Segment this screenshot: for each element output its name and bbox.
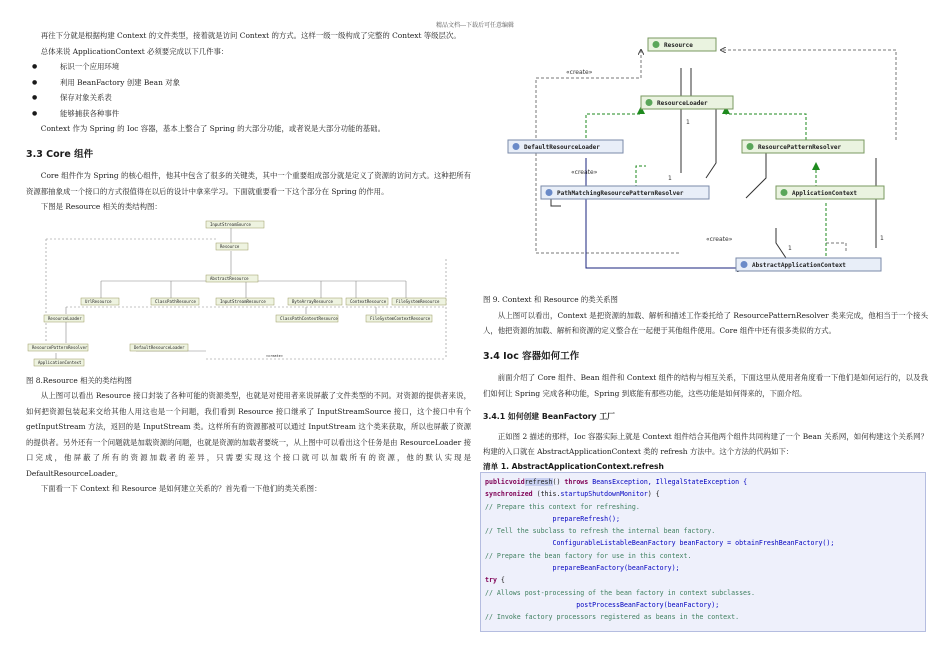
section-heading: 3.4 Ioc 容器如何工作 — [483, 350, 580, 362]
context-resource-class-diagram — [496, 28, 918, 283]
diagram-class-label: ResourceLoader — [48, 315, 82, 321]
code-listing: publicvoidrefresh() throws BeansException, IllegalStateException { synchronized (this.startupShutdownMonitor) { // Prepare this context for refreshing. prepareRefresh(); // Tell the subclass to refresh the internal bean factory. ConfigurableListableBeanFactory beanFactory = obtainFreshBeanFactory(); // Prepare the bean factory for use in this context. prepareBeanFactory(beanFactory); try { // Allows post-processing of the bean factory in context subclasses. postProcessBeanFactory(beanFactory); // Invoke factory processors registered as beans in the context. — [480, 472, 926, 632]
multiplicity-label: 1 — [880, 235, 884, 242]
diagram-class-label: ApplicationContext — [792, 190, 858, 197]
diagram-class-label: FileSystemContextResource — [370, 315, 431, 321]
diagram-class-label: ClassPathContextResource — [280, 315, 338, 321]
bullet-item: ● 能够捕获各种事件 — [26, 106, 471, 122]
listing-title: 清单 1. AbstractApplicationContext.refresh — [483, 462, 664, 471]
diagram-class-label: PathMatchingResourcePatternResolver — [557, 190, 684, 197]
resource-class-diagram — [26, 219, 456, 367]
diagram-class-label: InputStreamResource — [220, 298, 266, 304]
paragraph: 前面介绍了 Core 组件、Bean 组件和 Context 组件的结构与相互关系，下面这里从使用者角度看一下他们是如何运行的，以及我们如何让 Spring 完成各种功能，Spring 到底能有那些功能，这些功能是如何得来的，下面介绍。 — [483, 373, 928, 398]
diagram-class-label: DefaultResourceLoader — [134, 344, 185, 350]
left-column — [26, 28, 471, 497]
figure-caption: 图 9. Context 和 Resource 的类关系图 — [483, 295, 618, 304]
diagram-class-label: ResourcePatternResolver — [32, 344, 88, 350]
subsection-heading: 3.4.1 如何创建 BeanFactory 工厂 — [483, 412, 615, 421]
bullet-item: ● 标识一个应用环境 — [26, 59, 471, 75]
bullet-item: ● 保存对象关系表 — [26, 90, 471, 106]
paragraph: Core 组件作为 Spring 的核心组件，他其中包含了很多的关键类，其中一个重要组成部分就是定义了资源的访问方式。这种把所有资源都抽象成一个接口的方式很值得在以后的设计中拿来学习。下面就重要看一下这个部分在 Spring 的作用。 — [26, 171, 471, 196]
diagram-class-label: FileSystemResource — [396, 298, 440, 304]
diagram-class-label: AbstractResource — [210, 275, 249, 281]
paragraph: 从上图可以看出，Context 是把资源的加载、解析和描述工作委托给了 ResourcePatternResolver 类来完成，他相当于一个接头人，他把资源的加载、解析和资源的定义整合在一起便于其他组件使用。Core 组件中还有很多类似的方式。 — [483, 310, 928, 335]
diagram-class-label: ContextResource — [350, 298, 387, 304]
page-header: 精品文档---下载后可任意编辑 — [435, 22, 515, 29]
multiplicity-label: 1 — [788, 245, 792, 252]
diagram-class-label: ClassPathResource — [155, 298, 196, 304]
paragraph: 下面看一下 Context 和 Resource 是如何建立关系的？首先看一下他们的类关系图： — [40, 484, 322, 493]
section-heading: 3.3 Core 组件 — [26, 148, 94, 160]
diagram-class-label: ResourcePatternResolver — [758, 144, 842, 151]
diagram-class-label: ResourceLoader — [657, 100, 708, 107]
multiplicity-label: 1 — [686, 119, 690, 126]
diagram-class-label: Resource — [220, 243, 240, 249]
diagram-class-label: UrlResource — [85, 298, 112, 304]
paragraph: 下图是 Resource 相关的类结构图： — [40, 202, 162, 211]
diagram-class-label: InputStreamSource — [210, 221, 251, 227]
diagram-class-label: ByteArrayResource — [292, 298, 333, 304]
create-label: «create» — [566, 69, 593, 76]
paragraph: Context 作为 Spring 的 Ioc 容器，基本上整合了 Spring 的大部分功能，或者说是大部分功能的基础。 — [40, 124, 385, 133]
figure-caption: 图 8.Resource 相关的类结构图 — [26, 375, 132, 385]
bullet-item: ● 利用 BeanFactory 创建 Bean 对象 — [26, 75, 471, 91]
diagram-class-label: AbstractApplicationContext — [752, 262, 846, 269]
create-label: «create» — [266, 353, 283, 358]
create-label: «create» — [571, 169, 598, 176]
paragraph: 正如图 2 描述的那样，Ioc 容器实际上就是 Context 组件结合其他两个组件共同构建了一个 Bean 关系网，如何构建这个关系网？构建的入口就在 AbstractApplicationContext 类的 refresh 方法中。这个方法的代码如下： — [483, 431, 928, 456]
paragraph: 从上图可以看出 Resource 接口封装了各种可能的资源类型，也就是对使用者来说屏蔽了文件类型的不同。对资源的提供者来说，如何把资源包装起来交给其他人用这也是一个问题，我们看到 Resource 接口继承了 InputStreamSource 接口，这个接口中有个 getInputStream 方法，返回的是 InputStream 类。这样所有的资源都被可以通过 InputStream 这个类来获取，所以也屏蔽了资源的提供者。另外还有一个问题就是加载资源的问题，也就是资源的加载者要统一，从上图中可以看出这个任务是由 ResourceLoader 接口完成，他屏蔽了所有的资源加载者的差异，只需要实现这个接口就可以加载所有的资源，他的默认实现是 DefaultResourceLoader。 — [26, 391, 471, 478]
paragraph: 再往下分就是根据构建 Context 的文件类型，接着就是访问 Context 的方式。这样一级一级构成了完整的 Context 等级层次。 — [40, 31, 461, 40]
diagram-class-label: ApplicationContext — [38, 359, 82, 365]
diagram-class-label: Resource — [664, 42, 693, 49]
right-column — [483, 290, 928, 460]
paragraph: 总体来说 ApplicationContext 必须要完成以下几件事： — [40, 46, 229, 56]
multiplicity-label: 1 — [668, 175, 672, 182]
diagram-class-label: DefaultResourceLoader — [524, 144, 600, 151]
create-label: «create» — [706, 236, 733, 243]
